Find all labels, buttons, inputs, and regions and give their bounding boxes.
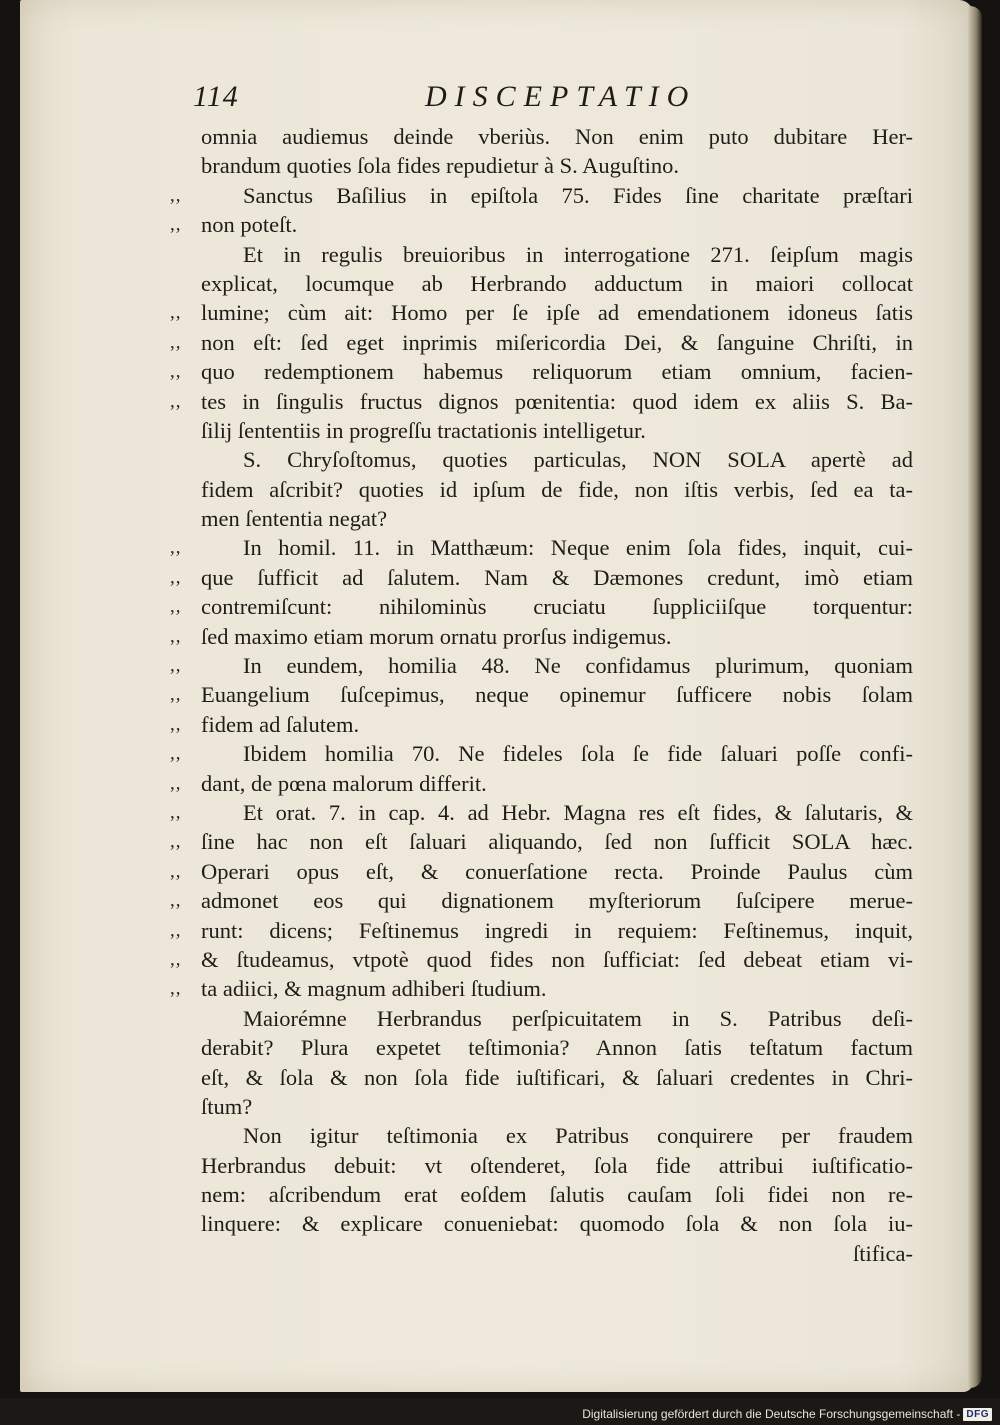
text-line [0,622,1000,651]
line-text: In eundem, homilia 48. Ne confidamus plurimum, quoniam [243,653,913,679]
margin-quote-mark: ,, [170,831,182,853]
line-text: eſt, & ſola & non ſola fide iuſtificari, & ſaluari credentes in Chri- [201,1064,913,1090]
text-line [0,1033,1000,1062]
margin-quote-mark: ,, [170,860,182,882]
text-line [0,739,1000,768]
text-line [0,298,1000,327]
line-text: Et orat. 7. in cap. 4. ad Hebr. Magna res eſt fides, & ſalutaris, & [243,799,913,825]
text-line [0,1239,1000,1268]
body-text [0,122,1000,1268]
text-line [0,651,1000,680]
line-text: quo redemptionem habemus reliquorum etiam omnium, facien- [201,359,913,385]
margin-quote-mark: ,, [170,537,182,559]
text-line [0,769,1000,798]
text-line [0,798,1000,827]
margin-quote-mark: ,, [170,302,182,324]
text-line [0,1209,1000,1238]
line-text: que ſufficit ad ſalutem. Nam & Dæmones credunt, imò etiam [201,564,913,590]
text-line [0,151,1000,180]
line-text: ſilij ſententiis in progreſſu tractationis intelligetur. [201,417,646,443]
text-line [0,1180,1000,1209]
line-text: & ſtudeamus, vtpotè quod fides non ſufficiat: ſed debeat etiam vi- [201,946,913,972]
line-text: S. Chryſoſtomus, quoties particulas, NON SOLA apertè ad [243,447,913,473]
margin-quote-mark: ,, [170,655,182,677]
text-line [0,210,1000,239]
margin-quote-mark: ,, [170,625,182,647]
line-text: Et in regulis breuioribus in interrogatione 271. ſeipſum magis [243,241,913,267]
margin-quote-mark: ,, [170,184,182,206]
line-text: fidem aſcribit? quoties id ipſum de fide, non iſtis verbis, ſed ea ta- [201,476,913,502]
page-header [193,80,913,120]
line-text: Euangelium ſuſcepimus, neque opinemur ſufficere nobis ſolam [201,682,913,708]
margin-quote-mark: ,, [170,684,182,706]
text-line [0,563,1000,592]
line-text: Sanctus Baſilius in epiſtola 75. Fides ſine charitate præſtari [243,182,913,208]
line-text: Maiorémne Herbrandus perſpicuitatem in S. Patribus deſi- [243,1005,913,1031]
margin-quote-mark: ,, [170,743,182,765]
line-text: brandum quoties ſola fides repudietur à S. Auguſtino. [201,153,680,179]
line-text: runt: dicens; Feſtinemus ingredi in requiem: Feſtinemus, inquit, [201,917,913,943]
text-line [0,916,1000,945]
line-text: ta adiici, & magnum adhiberi ſtudium. [201,976,547,1002]
margin-quote-mark: ,, [170,566,182,588]
margin-quote-mark: ,, [170,948,182,970]
line-text: Ibidem homilia 70. Ne fideles ſola ſe fide ſaluari poſſe confi- [243,741,913,767]
margin-quote-mark: ,, [170,890,182,912]
margin-quote-mark: ,, [170,331,182,353]
line-text: omnia audiemus deinde vberiùs. Non enim puto dubitare Her- [201,124,913,149]
margin-quote-mark: ,, [170,713,182,735]
text-line [0,857,1000,886]
margin-quote-mark: ,, [170,919,182,941]
digitization-credit [582,1407,992,1421]
line-text: ſtum? [201,1093,253,1119]
text-line [0,710,1000,739]
line-text: ſine hac non eſt ſaluari aliquando, ſed non ſufficit SOLA hæc. [201,829,913,855]
text-line [0,974,1000,1003]
page-number: 114 [193,80,239,113]
text-line [0,886,1000,915]
line-text: non eſt: ſed eget inprimis miſericordia Dei, & ſanguine Chriſti, in [201,329,913,355]
text-line [0,504,1000,533]
text-line [0,680,1000,709]
text-line [0,1092,1000,1121]
text-line [0,122,1000,151]
line-text: linquere: & explicare conueniebat: quomodo ſola & non ſola iu- [201,1211,913,1237]
margin-quote-mark: ,, [170,214,182,236]
text-line [0,827,1000,856]
margin-quote-mark: ,, [170,361,182,383]
line-text: explicat, locumque ab Herbrando adductum in maiori collocat [201,270,913,296]
text-line [0,328,1000,357]
margin-quote-mark: ,, [170,978,182,1000]
line-text: ſed maximo etiam morum ornatu prorſus indigemus. [201,623,672,649]
dfg-logo: DFG [963,1408,992,1421]
margin-quote-mark: ,, [170,390,182,412]
text-line [0,240,1000,269]
text-line [0,475,1000,504]
line-text: men ſententia negat? [201,506,388,532]
line-text: non poteſt. [201,212,298,238]
text-line [0,387,1000,416]
text-line [0,945,1000,974]
text-line [0,445,1000,474]
line-text: Operari opus eſt, & conuerſatione recta. Proinde Paulus cùm [201,858,913,884]
line-text: fidem ad ſalutem. [201,711,360,737]
line-text: Non igitur teſtimonia ex Patribus conquirere per fraudem [243,1123,913,1149]
text-line [0,533,1000,562]
line-text: derabit? Plura expetet teſtimonia? Annon ſatis teſtatum factum [201,1035,913,1061]
text-line [0,592,1000,621]
text-line [0,357,1000,386]
text-line [0,1121,1000,1150]
text-line [0,181,1000,210]
text-line [0,1063,1000,1092]
line-text: lumine; cùm ait: Homo per ſe ipſe ad emendationem idoneus ſatis [201,300,913,326]
line-text: Herbrandus debuit: vt oſtenderet, ſola fide attribui iuſtificatio- [201,1152,913,1178]
line-text: contremiſcunt: nihilominùs cruciatu ſuppliciiſque torquentur: [201,594,913,620]
line-text: admonet eos qui dignationem myſteriorum ſuſcipere merue- [201,888,913,914]
margin-quote-mark: ,, [170,801,182,823]
text-line [0,1004,1000,1033]
text-line [0,269,1000,298]
line-text: nem: aſcribendum erat eoſdem ſalutis cauſam ſoli fidei non re- [201,1182,913,1208]
line-text: tes in ſingulis fructus dignos pœnitentia: quod idem ex aliis S. Ba- [201,388,913,414]
credit-text: Digitalisierung gefördert durch die Deutsche Forschungsgemeinschaft - [582,1407,961,1421]
text-line [0,416,1000,445]
line-text: In homil. 11. in Matthæum: Neque enim ſola fides, inquit, cui- [243,535,913,561]
running-title: DISCEPTATIO [425,80,697,113]
text-line [0,1151,1000,1180]
margin-quote-mark: ,, [170,772,182,794]
line-text: dant, de pœna malorum differit. [201,770,487,796]
line-text: ſtifica- [853,1240,913,1266]
margin-quote-mark: ,, [170,596,182,618]
